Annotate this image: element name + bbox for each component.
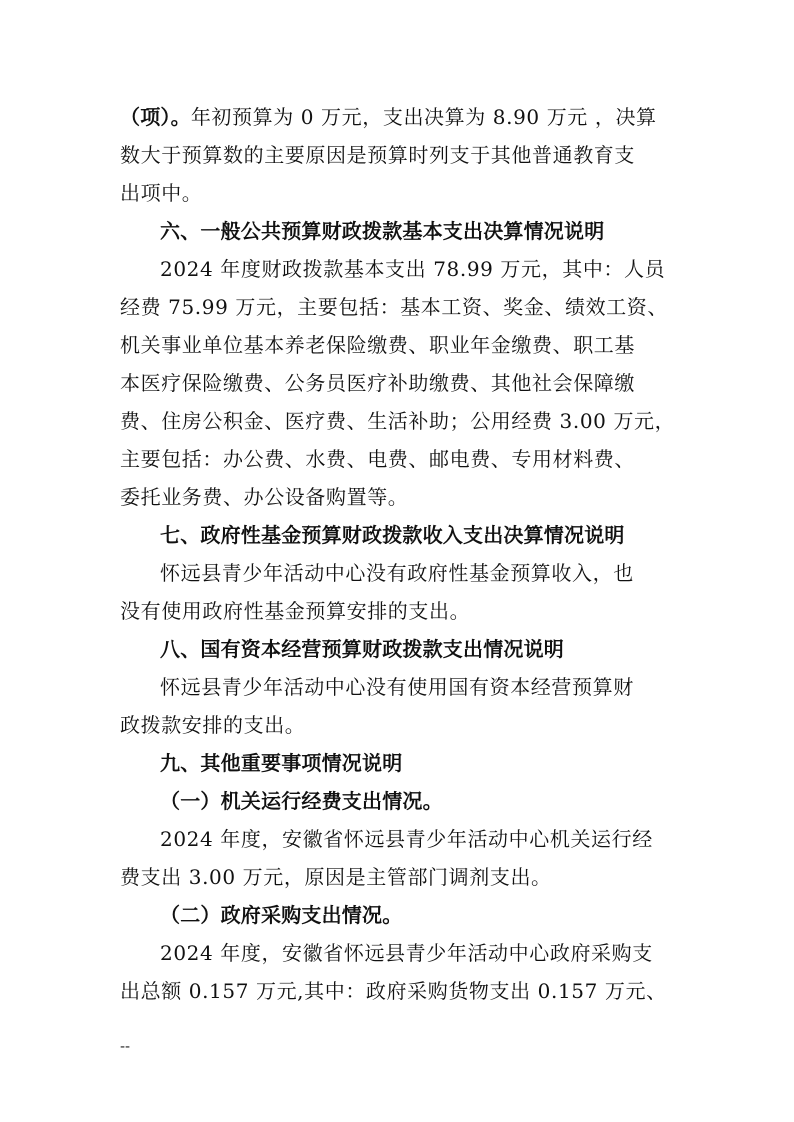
paragraph-line-6: 经费 75.99 万元，主要包括：基本工资、奖金、绩效工资、: [120, 295, 668, 319]
paragraph-line-11: 委托业务费、办公设备购置等。: [120, 485, 409, 509]
section-heading-7: 七、政府性基金预算财政拨款收入支出决算情况说明: [160, 523, 625, 547]
bold-item-label: （项）。: [120, 105, 191, 129]
paragraph-line-23: 2024 年度，安徽省怀远县青少年活动中心政府采购支: [160, 941, 653, 965]
paragraph-line-10: 主要包括：办公费、水费、电费、邮电费、专用材料费、: [120, 447, 635, 471]
section-heading-8: 八、国有资本经营预算财政拨款支出情况说明: [160, 637, 564, 661]
paragraph-text: 年初预算为 0 万元，支出决算为 8.90 万元 ，决算: [190, 105, 657, 129]
page-footer-mark: --: [120, 1039, 131, 1055]
subsection-heading-1: （一）机关运行经费支出情况。: [160, 789, 443, 813]
paragraph-line-24: 出总额 0.157 万元,其中：政府采购货物支出 0.157 万元、: [120, 979, 667, 1003]
paragraph-line-13: 怀远县青少年活动中心没有政府性基金预算收入，也: [160, 561, 634, 585]
paragraph-line-1: [120, 104, 690, 130]
section-heading-9: 九、其他重要事项情况说明: [160, 751, 403, 775]
paragraph-line-9: 费、住房公积金、医疗费、生活补助；公用经费 3.00 万元，: [120, 409, 676, 433]
paragraph-line-16: 怀远县青少年活动中心没有使用国有资本经营预算财: [160, 675, 634, 699]
paragraph-line-5: 2024 年度财政拨款基本支出 78.99 万元，其中：人员: [160, 257, 666, 281]
subsection-heading-2: （二）政府采购支出情况。: [160, 903, 403, 927]
section-heading-6: 六、一般公共预算财政拨款基本支出决算情况说明: [160, 219, 605, 243]
paragraph-line-2: 数大于预算数的主要原因是预算时列支于其他普通教育支: [120, 143, 635, 167]
paragraph-line-17: 政拨款安排的支出。: [120, 713, 306, 737]
paragraph-line-7: 机关事业单位基本养老保险缴费、职业年金缴费、职工基: [120, 333, 635, 357]
paragraph-line-3: 出项中。: [120, 181, 203, 205]
paragraph-line-21: 费支出 3.00 万元，原因是主管部门调剂支出。: [120, 865, 552, 889]
paragraph-line-14: 没有使用政府性基金预算安排的支出。: [120, 599, 471, 623]
paragraph-line-8: 本医疗保险缴费、公务员医疗补助缴费、其他社会保障缴: [120, 371, 635, 395]
paragraph-line-20: 2024 年度，安徽省怀远县青少年活动中心机关运行经: [160, 827, 653, 851]
